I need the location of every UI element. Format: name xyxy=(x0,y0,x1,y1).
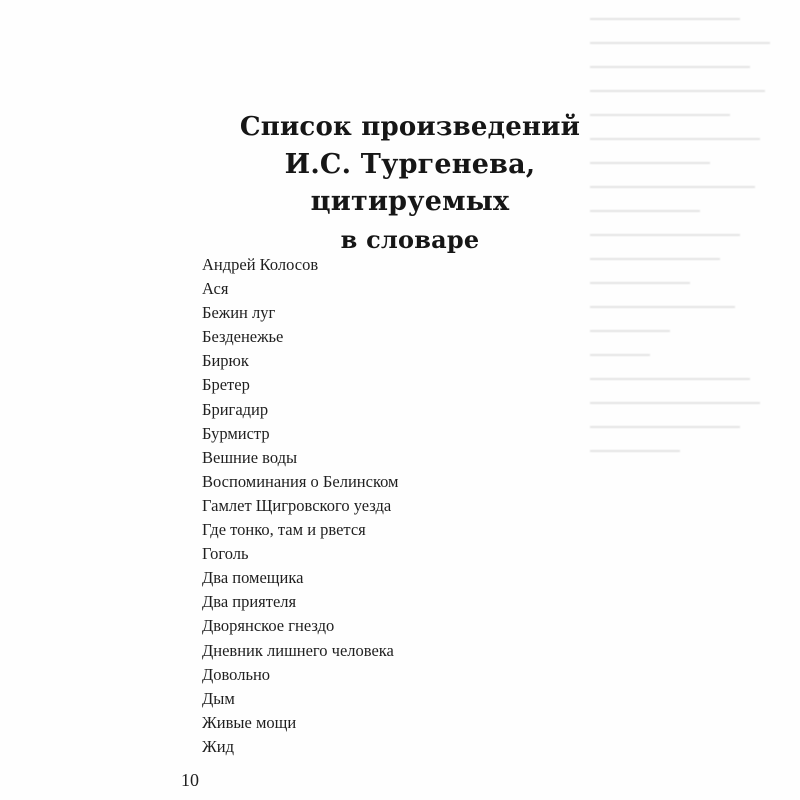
list-item: Бурмистр xyxy=(202,423,270,443)
list-item: Бригадир xyxy=(202,399,269,419)
list-item: Дневник лишнего человека xyxy=(202,640,394,660)
list-item: Андрей Колосов xyxy=(202,255,319,274)
list-item: Бретер xyxy=(202,375,250,395)
list-item: Два приятеля xyxy=(202,592,297,612)
list-item: Безденежье xyxy=(202,327,284,347)
title-line-2: И.С. Тургенева, цитируемых xyxy=(284,149,536,217)
list-item: Вешние воды xyxy=(202,447,298,467)
list-item: Бежин луг xyxy=(202,303,276,323)
page-title xyxy=(200,110,620,256)
list-item: Гоголь xyxy=(202,544,249,564)
title-line-3: в словаре xyxy=(340,224,480,254)
list-item: Бирюк xyxy=(202,351,249,371)
title-line-1: Список произведений xyxy=(239,112,581,142)
list-item: Живые мощи xyxy=(202,712,297,732)
list-item: Жид xyxy=(202,736,235,756)
page-number: 10 xyxy=(181,770,199,790)
list-item: Довольно xyxy=(202,664,271,684)
works-list xyxy=(202,253,399,759)
list-item: Дым xyxy=(202,688,235,708)
list-item: Воспоминания о Белинском xyxy=(202,471,399,491)
show-through-text xyxy=(590,14,790,494)
list-item: Дворянское гнездо xyxy=(202,616,335,636)
list-item: Ася xyxy=(202,279,229,299)
list-item: Гамлет Щигровского уезда xyxy=(202,495,392,515)
list-item: Где тонко, там и рвется xyxy=(202,520,366,540)
list-item: Два помещика xyxy=(202,568,304,588)
